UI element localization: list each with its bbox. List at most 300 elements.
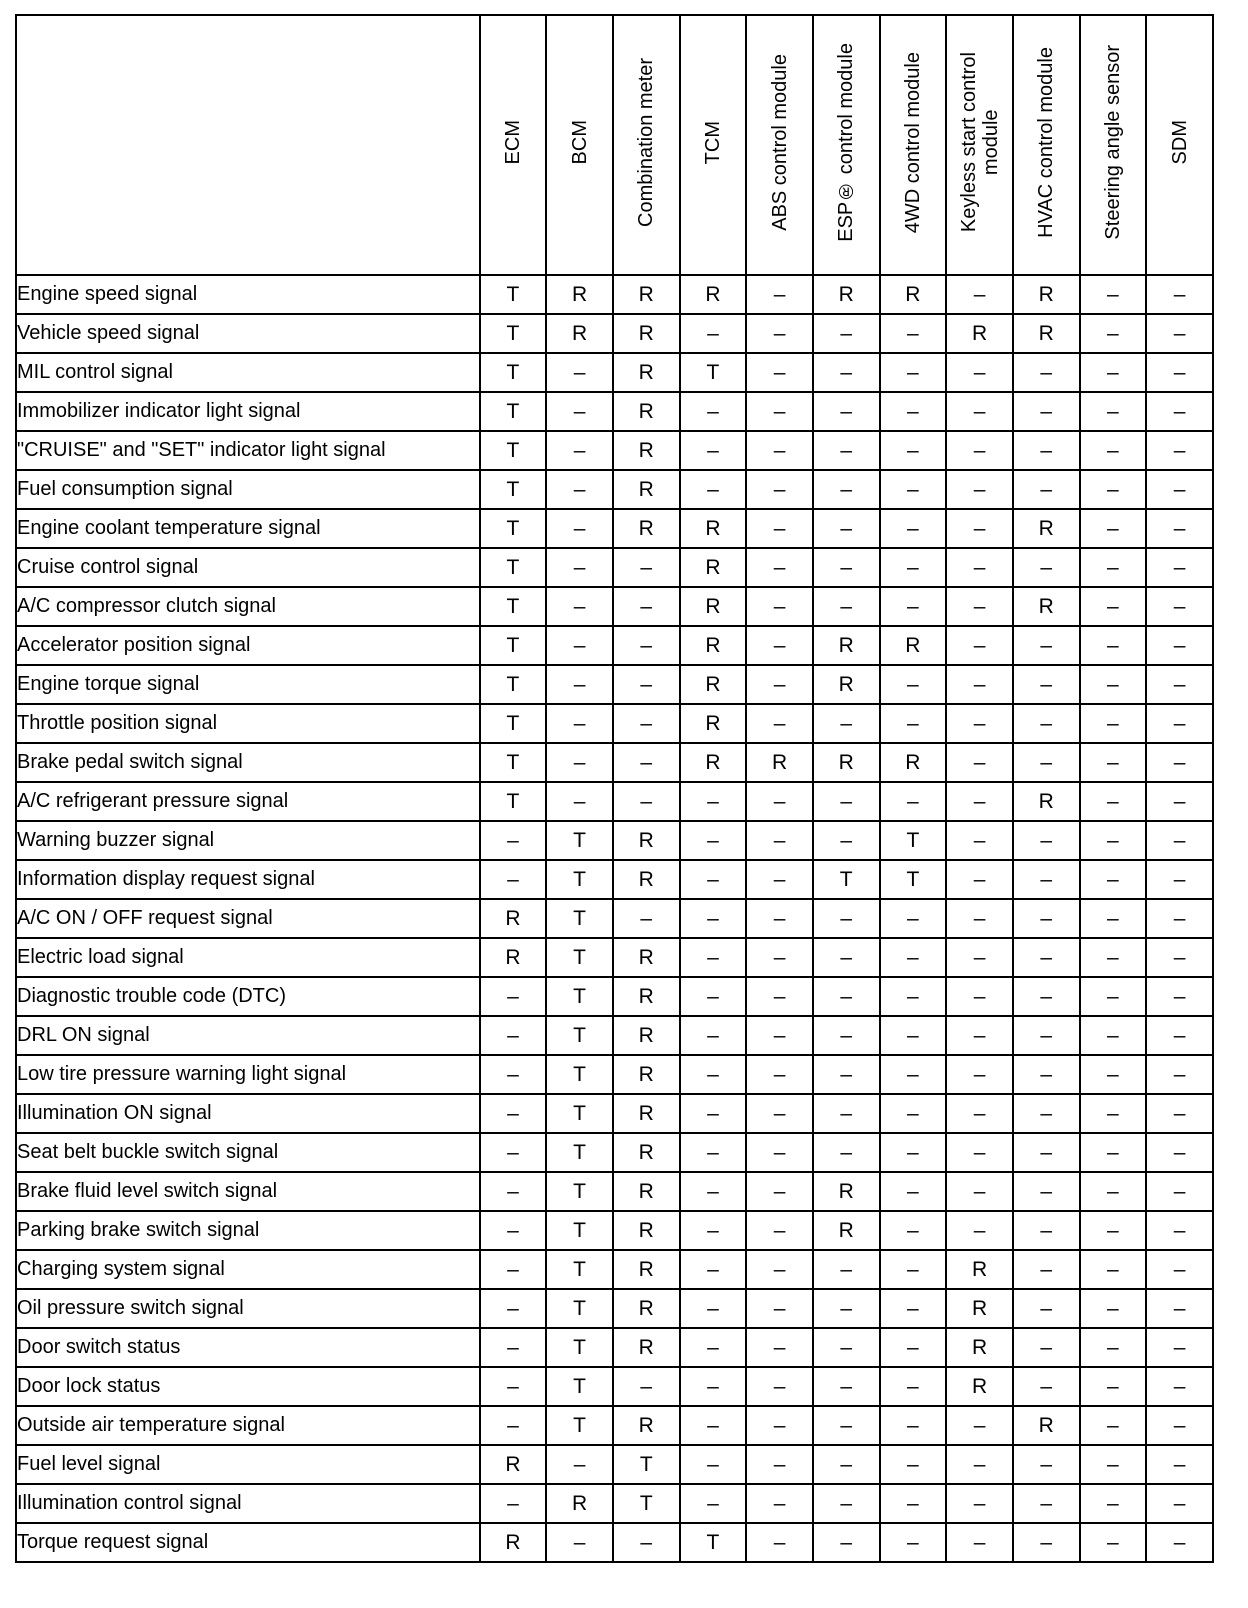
signal-name-cell: DRL ON signal <box>16 1016 480 1055</box>
signal-value-cell: – <box>746 548 813 587</box>
signal-value-cell: – <box>746 1094 813 1133</box>
signal-value-cell: R <box>546 275 613 314</box>
signal-value-cell: – <box>1146 1133 1213 1172</box>
signal-value-cell: – <box>1013 1289 1080 1328</box>
signal-value-cell: – <box>880 938 947 977</box>
signal-value-cell: – <box>813 1367 880 1406</box>
signal-value-cell: – <box>546 704 613 743</box>
signal-value-cell: – <box>1146 470 1213 509</box>
signal-value-cell: – <box>946 1016 1013 1055</box>
signal-value-cell: R <box>946 1250 1013 1289</box>
signal-value-cell: T <box>480 704 547 743</box>
signal-value-cell: – <box>1146 1211 1213 1250</box>
signal-value-cell: T <box>480 626 547 665</box>
signal-value-cell: – <box>680 938 747 977</box>
signal-value-cell: – <box>1146 1172 1213 1211</box>
signal-name-cell: Accelerator position signal <box>16 626 480 665</box>
signal-value-cell: – <box>1080 821 1147 860</box>
signal-value-cell: R <box>813 1211 880 1250</box>
table-row <box>16 1094 1213 1133</box>
signal-value-cell: R <box>680 587 747 626</box>
column-header-label: HVAC control module <box>1035 47 1058 238</box>
signal-value-cell: – <box>680 1484 747 1523</box>
column-header-label: Combination meter <box>635 58 658 227</box>
signal-value-cell: – <box>946 275 1013 314</box>
table-row <box>16 1484 1213 1523</box>
signal-value-cell: – <box>880 899 947 938</box>
signal-value-cell: R <box>613 314 680 353</box>
signal-value-cell: – <box>480 1484 547 1523</box>
signal-value-cell: – <box>813 782 880 821</box>
signal-value-cell: – <box>613 548 680 587</box>
table-row <box>16 509 1213 548</box>
signal-value-cell: – <box>1146 1328 1213 1367</box>
signal-name-cell: Fuel level signal <box>16 1445 480 1484</box>
signal-value-cell: – <box>1080 782 1147 821</box>
table-row <box>16 1211 1213 1250</box>
signal-name-cell: Warning buzzer signal <box>16 821 480 860</box>
signal-value-cell: – <box>1080 587 1147 626</box>
signal-value-cell: R <box>946 314 1013 353</box>
signal-value-cell: – <box>1013 626 1080 665</box>
signal-name-cell: Engine torque signal <box>16 665 480 704</box>
signal-value-cell: – <box>746 977 813 1016</box>
table-row <box>16 626 1213 665</box>
table-row <box>16 860 1213 899</box>
signal-value-cell: – <box>1013 704 1080 743</box>
signal-value-cell: T <box>546 977 613 1016</box>
signal-value-cell: – <box>1080 1094 1147 1133</box>
signal-value-cell: T <box>480 392 547 431</box>
signal-value-cell: R <box>613 1289 680 1328</box>
signal-value-cell: – <box>813 1055 880 1094</box>
signal-value-cell: – <box>1146 782 1213 821</box>
signal-value-cell: – <box>746 1406 813 1445</box>
signal-value-cell: – <box>480 1328 547 1367</box>
signal-value-cell: – <box>880 1016 947 1055</box>
signal-value-cell: R <box>746 743 813 782</box>
signal-value-cell: – <box>1146 353 1213 392</box>
corner-cell <box>16 15 480 275</box>
signal-value-cell: – <box>1146 1094 1213 1133</box>
signal-name-cell: Brake fluid level switch signal <box>16 1172 480 1211</box>
signal-name-cell: MIL control signal <box>16 353 480 392</box>
signal-value-cell: – <box>1146 1406 1213 1445</box>
signal-value-cell: – <box>1080 860 1147 899</box>
signal-value-cell: R <box>613 1211 680 1250</box>
table-row <box>16 392 1213 431</box>
signal-value-cell: T <box>480 314 547 353</box>
signal-value-cell: – <box>1013 860 1080 899</box>
signal-value-cell: – <box>880 314 947 353</box>
signal-value-cell: – <box>746 275 813 314</box>
signal-value-cell: T <box>680 1523 747 1562</box>
signal-value-cell: – <box>746 1172 813 1211</box>
signal-value-cell: R <box>613 860 680 899</box>
signal-value-cell: R <box>1013 587 1080 626</box>
signal-value-cell: – <box>1146 1484 1213 1523</box>
signal-value-cell: – <box>813 1328 880 1367</box>
signal-value-cell: – <box>1146 1523 1213 1562</box>
signal-value-cell: – <box>1080 353 1147 392</box>
signal-value-cell: – <box>813 1445 880 1484</box>
signal-value-cell: – <box>546 431 613 470</box>
signal-value-cell: – <box>946 938 1013 977</box>
signal-value-cell: – <box>746 1328 813 1367</box>
signal-value-cell: – <box>680 821 747 860</box>
table-row <box>16 1016 1213 1055</box>
column-header-label: Keyless start control module <box>957 52 1002 233</box>
signal-value-cell: – <box>480 1094 547 1133</box>
signal-value-cell: – <box>1080 1367 1147 1406</box>
signal-value-cell: – <box>680 860 747 899</box>
column-header <box>546 15 613 275</box>
signal-value-cell: – <box>1013 1055 1080 1094</box>
table-row <box>16 314 1213 353</box>
signal-value-cell: – <box>1013 743 1080 782</box>
signal-value-cell: – <box>946 1094 1013 1133</box>
signal-value-cell: R <box>613 275 680 314</box>
signal-value-cell: – <box>880 1172 947 1211</box>
signal-value-cell: – <box>680 470 747 509</box>
signal-value-cell: – <box>746 899 813 938</box>
signal-value-cell: – <box>1146 275 1213 314</box>
signal-value-cell: – <box>613 743 680 782</box>
signal-value-cell: – <box>480 1172 547 1211</box>
signal-value-cell: – <box>880 1484 947 1523</box>
signal-value-cell: – <box>880 977 947 1016</box>
signal-value-cell: – <box>613 899 680 938</box>
signal-value-cell: – <box>880 1055 947 1094</box>
signal-value-cell: – <box>680 1172 747 1211</box>
table-row <box>16 938 1213 977</box>
signal-name-cell: Low tire pressure warning light signal <box>16 1055 480 1094</box>
signal-value-cell: – <box>946 587 1013 626</box>
table-row <box>16 1133 1213 1172</box>
signal-value-cell: – <box>613 782 680 821</box>
signal-value-cell: – <box>1146 1445 1213 1484</box>
signal-value-cell: – <box>680 392 747 431</box>
signal-value-cell: – <box>946 665 1013 704</box>
signal-value-cell: – <box>1013 548 1080 587</box>
signal-name-cell: Door switch status <box>16 1328 480 1367</box>
signal-value-cell: – <box>680 1328 747 1367</box>
signal-value-cell: – <box>546 353 613 392</box>
column-header <box>880 15 947 275</box>
table-row <box>16 431 1213 470</box>
signal-value-cell: – <box>946 1445 1013 1484</box>
signal-value-cell: – <box>746 938 813 977</box>
table-row <box>16 1250 1213 1289</box>
signal-value-cell: T <box>546 860 613 899</box>
signal-value-cell: R <box>813 1172 880 1211</box>
signal-value-cell: R <box>813 743 880 782</box>
table-row <box>16 353 1213 392</box>
table-row <box>16 548 1213 587</box>
signal-name-cell: A/C refrigerant pressure signal <box>16 782 480 821</box>
signal-value-cell: – <box>813 1406 880 1445</box>
signal-value-cell: – <box>1080 938 1147 977</box>
signal-value-cell: – <box>1146 977 1213 1016</box>
signal-value-cell: – <box>1146 1250 1213 1289</box>
signal-value-cell: R <box>813 275 880 314</box>
signal-value-cell: R <box>613 1094 680 1133</box>
signal-value-cell: – <box>546 626 613 665</box>
column-header <box>680 15 747 275</box>
signal-value-cell: – <box>946 392 1013 431</box>
signal-value-cell: – <box>546 587 613 626</box>
signal-value-cell: – <box>680 1406 747 1445</box>
signal-name-cell: Immobilizer indicator light signal <box>16 392 480 431</box>
signal-value-cell: – <box>813 431 880 470</box>
signal-value-cell: – <box>880 1445 947 1484</box>
signal-value-cell: – <box>880 431 947 470</box>
signal-value-cell: R <box>480 1445 547 1484</box>
signal-value-cell: – <box>1013 1172 1080 1211</box>
signal-value-cell: – <box>1080 275 1147 314</box>
signal-value-cell: – <box>946 509 1013 548</box>
signal-value-cell: – <box>746 353 813 392</box>
signal-value-cell: – <box>680 899 747 938</box>
signal-value-cell: – <box>480 1211 547 1250</box>
signal-value-cell: R <box>813 626 880 665</box>
signal-value-cell: – <box>746 782 813 821</box>
signal-value-cell: – <box>946 353 1013 392</box>
table-row <box>16 275 1213 314</box>
signal-value-cell: T <box>546 1055 613 1094</box>
signal-value-cell: T <box>880 821 947 860</box>
signal-value-cell: – <box>880 1133 947 1172</box>
signal-value-cell: R <box>680 743 747 782</box>
signal-value-cell: T <box>546 1289 613 1328</box>
signal-value-cell: – <box>1080 1016 1147 1055</box>
signal-value-cell: – <box>680 1289 747 1328</box>
signal-value-cell: – <box>813 899 880 938</box>
signal-value-cell: – <box>1146 743 1213 782</box>
signal-value-cell: – <box>813 1094 880 1133</box>
column-header <box>480 15 547 275</box>
signal-value-cell: – <box>480 1367 547 1406</box>
signal-value-cell: R <box>946 1328 1013 1367</box>
signal-value-cell: T <box>546 1133 613 1172</box>
signal-value-cell: – <box>946 1523 1013 1562</box>
table-row <box>16 743 1213 782</box>
signal-value-cell: – <box>680 431 747 470</box>
signal-value-cell: – <box>1146 548 1213 587</box>
signal-value-cell: – <box>880 1328 947 1367</box>
signal-value-cell: R <box>880 275 947 314</box>
signal-value-cell: – <box>746 431 813 470</box>
signal-value-cell: – <box>813 470 880 509</box>
signal-value-cell: – <box>480 821 547 860</box>
signal-value-cell: – <box>1013 1367 1080 1406</box>
signal-value-cell: R <box>613 1133 680 1172</box>
signal-value-cell: – <box>1146 1055 1213 1094</box>
signal-value-cell: – <box>1080 1406 1147 1445</box>
signal-value-cell: – <box>546 509 613 548</box>
signal-value-cell: – <box>1146 704 1213 743</box>
signal-value-cell: – <box>1080 470 1147 509</box>
signal-name-cell: Information display request signal <box>16 860 480 899</box>
signal-value-cell: – <box>946 899 1013 938</box>
signal-value-cell: T <box>546 1211 613 1250</box>
signal-value-cell: – <box>1080 899 1147 938</box>
signal-value-cell: R <box>880 743 947 782</box>
signal-value-cell: – <box>746 860 813 899</box>
signal-value-cell: – <box>546 782 613 821</box>
table-row <box>16 899 1213 938</box>
table-row <box>16 665 1213 704</box>
signal-value-cell: – <box>746 704 813 743</box>
signal-value-cell: – <box>680 1055 747 1094</box>
signal-value-cell: R <box>613 1406 680 1445</box>
signal-value-cell: – <box>880 509 947 548</box>
signal-value-cell: – <box>880 782 947 821</box>
signal-value-cell: T <box>680 353 747 392</box>
signal-value-cell: – <box>746 587 813 626</box>
signal-value-cell: T <box>480 665 547 704</box>
signal-value-cell: – <box>1146 665 1213 704</box>
column-header <box>1013 15 1080 275</box>
signal-value-cell: – <box>1146 1016 1213 1055</box>
signal-value-cell: – <box>680 1133 747 1172</box>
signal-value-cell: – <box>1080 1250 1147 1289</box>
signal-value-cell: – <box>946 1406 1013 1445</box>
signal-value-cell: – <box>1080 1133 1147 1172</box>
signal-value-cell: – <box>1080 1523 1147 1562</box>
signal-value-cell: – <box>880 1367 947 1406</box>
signal-value-cell: – <box>1080 1328 1147 1367</box>
signal-value-cell: T <box>813 860 880 899</box>
signal-value-cell: – <box>546 1445 613 1484</box>
signal-value-cell: – <box>546 743 613 782</box>
signal-value-cell: – <box>880 392 947 431</box>
signal-value-cell: R <box>680 275 747 314</box>
column-header-label: 4WD control module <box>901 51 924 234</box>
signal-value-cell: – <box>1080 392 1147 431</box>
signal-value-cell: – <box>1080 665 1147 704</box>
signal-value-cell: – <box>946 1133 1013 1172</box>
signal-value-cell: – <box>746 470 813 509</box>
signal-value-cell: T <box>546 821 613 860</box>
table-body <box>16 275 1213 1562</box>
signal-value-cell: T <box>480 782 547 821</box>
signal-value-cell: – <box>813 938 880 977</box>
signal-value-cell: – <box>880 1211 947 1250</box>
signal-value-cell: – <box>1146 899 1213 938</box>
column-header <box>1146 15 1213 275</box>
signal-value-cell: – <box>880 1094 947 1133</box>
signal-value-cell: R <box>546 1484 613 1523</box>
column-header-label: ECM <box>501 120 524 165</box>
header-row <box>16 15 1213 275</box>
table-row <box>16 1172 1213 1211</box>
signal-value-cell: – <box>946 548 1013 587</box>
signal-value-cell: T <box>880 860 947 899</box>
signal-value-cell: – <box>946 1055 1013 1094</box>
signal-value-cell: – <box>1146 431 1213 470</box>
signal-value-cell: – <box>613 587 680 626</box>
signal-value-cell: R <box>1013 1406 1080 1445</box>
signal-value-cell: – <box>746 1211 813 1250</box>
signal-value-cell: – <box>813 1523 880 1562</box>
signal-value-cell: T <box>613 1445 680 1484</box>
signal-value-cell: – <box>613 1367 680 1406</box>
signal-value-cell: – <box>880 1250 947 1289</box>
signal-value-cell: – <box>746 1016 813 1055</box>
signal-value-cell: – <box>746 821 813 860</box>
signal-value-cell: T <box>480 431 547 470</box>
signal-value-cell: R <box>480 938 547 977</box>
signal-value-cell: – <box>1013 1445 1080 1484</box>
signal-name-cell: Engine speed signal <box>16 275 480 314</box>
signal-value-cell: R <box>613 392 680 431</box>
table-row <box>16 1367 1213 1406</box>
signal-value-cell: – <box>680 1211 747 1250</box>
signal-value-cell: T <box>480 548 547 587</box>
signal-value-cell: T <box>480 275 547 314</box>
signal-value-cell: – <box>1080 431 1147 470</box>
signal-value-cell: R <box>1013 509 1080 548</box>
signal-value-cell: – <box>546 665 613 704</box>
signal-value-cell: – <box>946 743 1013 782</box>
signal-name-cell: Throttle position signal <box>16 704 480 743</box>
column-header <box>746 15 813 275</box>
signal-value-cell: – <box>480 1406 547 1445</box>
signal-name-cell: Fuel consumption signal <box>16 470 480 509</box>
signal-value-cell: – <box>480 977 547 1016</box>
signal-value-cell: – <box>1080 1289 1147 1328</box>
signal-name-cell: "CRUISE" and "SET" indicator light signal <box>16 431 480 470</box>
column-header-label: TCM <box>701 120 724 165</box>
signal-value-cell: R <box>480 1523 547 1562</box>
signal-value-cell: – <box>746 314 813 353</box>
column-header <box>613 15 680 275</box>
signal-value-cell: – <box>1146 938 1213 977</box>
signal-value-cell: – <box>746 1445 813 1484</box>
signal-value-cell: – <box>1080 1211 1147 1250</box>
signal-value-cell: – <box>1080 977 1147 1016</box>
signal-value-cell: R <box>480 899 547 938</box>
signal-value-cell: – <box>880 665 947 704</box>
column-header-label: BCM <box>568 120 591 165</box>
signal-value-cell: – <box>546 470 613 509</box>
signal-value-cell: – <box>1080 314 1147 353</box>
signal-value-cell: – <box>946 704 1013 743</box>
signal-value-cell: – <box>880 1289 947 1328</box>
signal-value-cell: – <box>546 1523 613 1562</box>
signal-name-cell: Oil pressure switch signal <box>16 1289 480 1328</box>
table-row <box>16 1289 1213 1328</box>
column-header-label: SDM <box>1168 120 1191 165</box>
signal-value-cell: – <box>1013 470 1080 509</box>
signal-value-cell: – <box>1013 1328 1080 1367</box>
signal-value-cell: R <box>613 1055 680 1094</box>
signal-value-cell: – <box>680 1367 747 1406</box>
signal-value-cell: – <box>880 470 947 509</box>
signal-name-cell: Illumination ON signal <box>16 1094 480 1133</box>
signal-value-cell: T <box>546 1094 613 1133</box>
signal-value-cell: – <box>813 1133 880 1172</box>
signal-value-cell: T <box>546 1328 613 1367</box>
signal-value-cell: T <box>613 1484 680 1523</box>
signal-value-cell: – <box>813 587 880 626</box>
signal-value-cell: R <box>813 665 880 704</box>
signal-value-cell: – <box>1013 899 1080 938</box>
signal-value-cell: – <box>680 1016 747 1055</box>
signal-value-cell: – <box>1146 626 1213 665</box>
signal-value-cell: – <box>1013 353 1080 392</box>
